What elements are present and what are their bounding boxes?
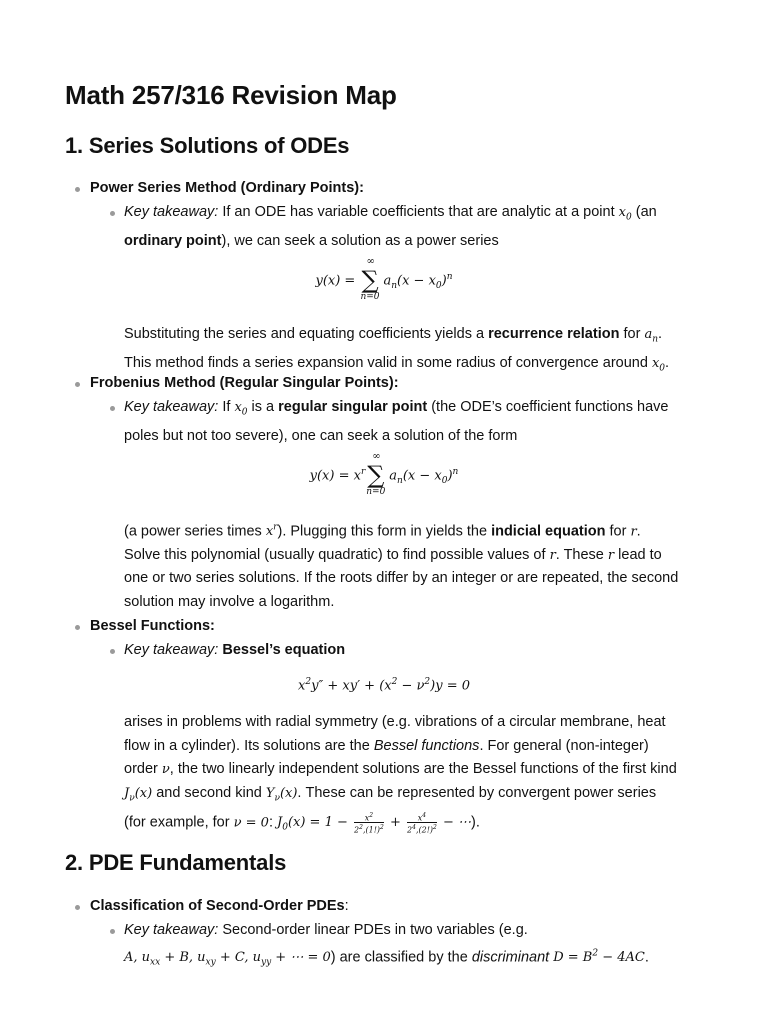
bessel-label: Bessel Functions: <box>90 618 215 634</box>
italic-term: discriminant <box>471 948 550 965</box>
math-nu-zero: ν = 0 <box>233 815 269 831</box>
math-x0: $x_0$ <box>618 205 632 223</box>
text: . These can be represented by convergent power series <box>297 784 657 801</box>
text: : <box>344 898 349 914</box>
text: (the ODE’s coefficient functions have <box>427 399 669 415</box>
text: (a power series times <box>124 523 266 540</box>
text: solution may involve a logarithm. <box>124 593 335 610</box>
math-xr: $x^r$ <box>265 523 278 540</box>
text: poles but not too severe), one can seek a solution of the form <box>124 428 518 445</box>
classification-label <box>90 895 349 919</box>
math-j0-series: $J_0(x) = 1$ − $\frac{x^2}{2^2,(1!)^2}$ + $\frac{x^4}{2^4,(2!)^2}$ − ⋯ <box>277 811 472 835</box>
section-heading-pde: 2. PDE Fundamentals <box>65 850 287 875</box>
text: flow in a cylinder). Its solutions are the <box>124 737 374 754</box>
text: Solve this polynomial (usually quadratic) to find possible values of <box>124 546 550 563</box>
bullet-dot <box>75 905 80 910</box>
power-series-explanation: Substituting the series and equating coefficients yields a recurrence relation for $a_n$. This method finds a series expansion valid in some radius of convergence around $x_0$. <box>124 326 670 374</box>
frobenius-takeaway <box>124 396 724 449</box>
text: lead to <box>614 546 662 563</box>
text: for <box>619 326 645 342</box>
bessel-takeaway <box>124 639 724 663</box>
text: Substituting the series and equating coefficients yields a <box>124 326 489 342</box>
text: and second kind <box>152 784 266 801</box>
text: This method finds a series expansion valid in some radius of convergence around <box>124 355 652 372</box>
bessel-equation: $x^2y'' + xy' + (x^2 - \nu^2)y = 0$ <box>297 677 470 694</box>
math-x0: $x_0$ <box>234 400 248 418</box>
bullet-dot <box>75 382 80 387</box>
math-nu: ν <box>161 762 170 777</box>
text: ). <box>471 814 480 831</box>
takeaway-label: Key takeaway: <box>124 642 219 658</box>
bold-term: regular singular point <box>278 399 428 415</box>
text: Second-order linear PDEs in two variables (e.g. <box>218 922 528 938</box>
text: . <box>644 948 649 965</box>
frobenius-equation: $y(x) = x^r$ ∞ ∑ n=0 $a_n(x - x_0)^n$ <box>309 451 459 497</box>
bullet-dot <box>110 211 115 216</box>
frobenius-label: Frobenius Method (Regular Singular Points): <box>90 375 399 391</box>
text: for <box>605 523 631 540</box>
takeaway-label: Key takeaway: <box>124 204 219 220</box>
bold-term: recurrence relation <box>488 326 620 342</box>
text: If an ODE has variable coefficients that are analytic at a point <box>218 204 619 220</box>
bold-term: ordinary point <box>124 233 222 250</box>
classification-takeaway <box>124 919 724 975</box>
text: order <box>124 761 162 777</box>
italic-term: Bessel functions <box>373 737 480 754</box>
section-heading-series: 1. Series Solutions of ODEs <box>65 133 350 158</box>
text: one or two series solutions. If the roots differ by an integer or are repeated, the second <box>124 570 679 587</box>
math-x0: $x_0$ <box>651 356 666 374</box>
text: . These <box>555 546 608 563</box>
takeaway-label: Key takeaway: <box>124 922 219 938</box>
power-series-takeaway <box>124 201 724 254</box>
math-pde-general: A, $u_{xx} + B$, $u_{xy} + C$, $u_{yy}$ + ⋯ = 0 <box>124 949 331 968</box>
text: ). Plugging this form in yields the <box>277 523 492 540</box>
bullet-dot <box>110 406 115 411</box>
text: : <box>268 814 277 831</box>
power-series-equation: y(x) = ∞ ∑ n=0 $a_n(x - x_0)^n$ <box>315 256 453 302</box>
bold-term: Bessel’s equation <box>222 642 346 658</box>
math-r: r <box>630 524 637 540</box>
text: Classification of Second-Order PDEs <box>90 898 345 914</box>
bullet-dot <box>110 649 115 654</box>
frobenius-explanation: (a power series times $x^r$). Plugging this form in yields the indicial equation for r. Solve this polynomial (usually quadratic) to find possible values of r. These r lead to one or two series solutions. If the roots differ by an integer or are repeated, the second solution may involve a logarithm. <box>124 523 679 610</box>
bullet-dot <box>75 625 80 630</box>
text: ) are classified by the <box>330 948 472 965</box>
math-r: r <box>607 547 615 563</box>
bessel-explanation <box>124 711 724 840</box>
text: arises in problems with radial symmetry (e.g. vibrations of a circular membrane, heat <box>124 714 666 730</box>
text: ), we can seek a solution as a power series <box>221 233 499 250</box>
page-title: Math 257/316 Revision Map <box>65 80 397 110</box>
text: , the two linearly independent solutions are the Bessel functions of the first kind <box>169 761 677 777</box>
text: is a <box>247 399 279 415</box>
power-series-label: Power Series Method (Ordinary Points): <box>90 180 364 196</box>
math-y-nu: $Y_\nu(x)$ <box>265 785 298 804</box>
text: (for example, for <box>124 814 234 831</box>
bullet-dot <box>75 187 80 192</box>
text: . For general (non-integer) <box>479 737 649 754</box>
math-an: $a_n$ <box>644 327 658 345</box>
math-j-nu: $J_\nu(x)$ <box>124 785 153 804</box>
math-discriminant: $D = B^2 - 4AC$ <box>553 948 645 965</box>
text: If <box>218 399 235 415</box>
text: (an <box>631 204 657 220</box>
takeaway-label: Key takeaway: <box>124 399 219 415</box>
bold-term: indicial equation <box>491 523 606 540</box>
math-r: r <box>549 547 556 563</box>
bullet-dot <box>110 929 115 934</box>
